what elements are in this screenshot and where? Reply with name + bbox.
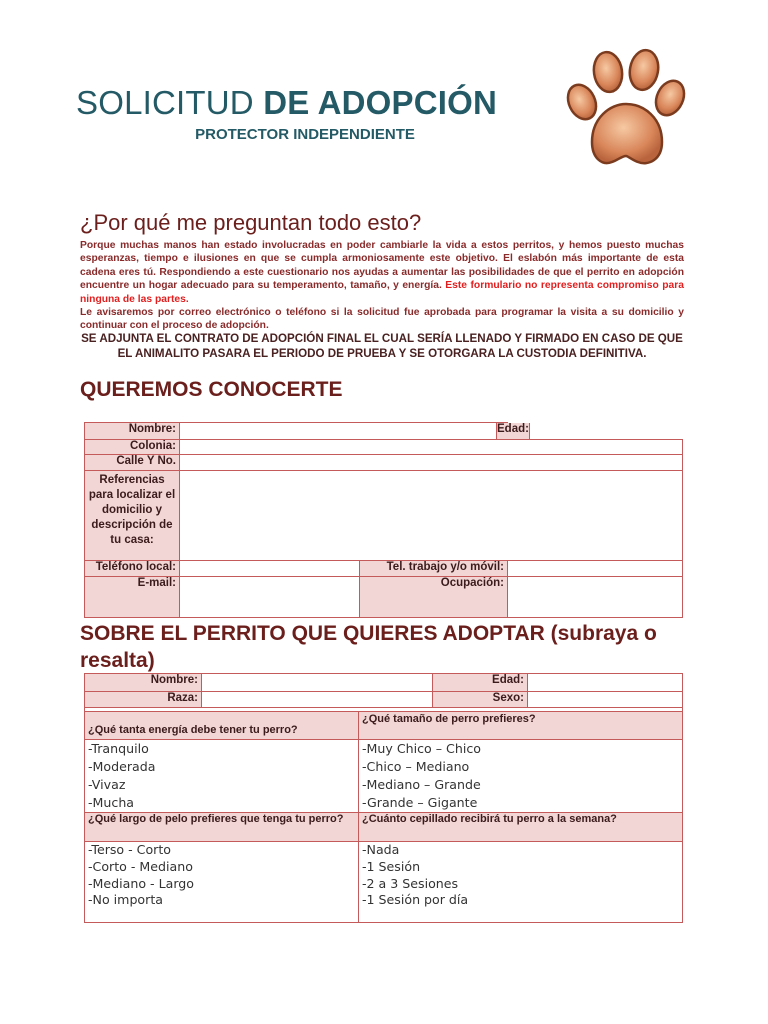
coat-option[interactable]: -Terso - Corto	[88, 842, 172, 857]
coat-option[interactable]: -Mediano - Largo	[88, 875, 194, 891]
street-label: Calle Y No.	[85, 455, 180, 471]
dog-name-label: Nombre:	[85, 674, 202, 692]
dog-sex-field[interactable]	[528, 692, 683, 708]
neighborhood-label: Colonia:	[85, 440, 180, 455]
intro-text	[80, 239, 684, 333]
title-part-2: DE ADOPCIÓN	[263, 84, 498, 121]
intro-contact-note: Le avisaremos por correo electrónico o teléfono si la solicitud fue aprobada para programar la visita a su domicilio y continuar con el proceso de adopción.	[80, 307, 684, 332]
dog-breed-field[interactable]	[202, 692, 433, 708]
occupation-field[interactable]	[508, 577, 683, 618]
owner-age-cell	[497, 423, 529, 440]
size-option[interactable]: -Grande – Gigante	[362, 795, 478, 810]
owner-age-label: Edad:	[497, 423, 530, 439]
coat-option[interactable]: -Corto - Mediano	[88, 858, 193, 874]
energy-option[interactable]: -Moderada	[88, 759, 156, 774]
dog-breed-label: Raza:	[85, 692, 202, 708]
intro-red-note: Este formulario no representa compromiso para ninguna de las partes.	[80, 280, 684, 305]
size-options	[359, 740, 683, 813]
work-phone-label: Tel. trabajo y/o móvil:	[360, 561, 508, 577]
why-heading: ¿Por qué me preguntan todo esto?	[80, 210, 422, 235]
page-title	[76, 84, 497, 122]
street-field[interactable]	[180, 455, 683, 471]
energy-option[interactable]: -Vivaz	[88, 777, 126, 792]
dog-heading-note: (subraya o resalta)	[80, 622, 657, 672]
dog-age-label: Edad:	[433, 674, 528, 692]
home-phone-label: Teléfono local:	[85, 561, 180, 577]
energy-option[interactable]: -Mucha	[88, 795, 135, 810]
brushing-option[interactable]: -1 Sesión	[362, 858, 421, 874]
occupation-label: Ocupación:	[360, 577, 508, 618]
brushing-options	[359, 842, 683, 923]
coat-options	[85, 842, 359, 923]
brushing-option[interactable]: -Nada	[362, 842, 400, 857]
dog-form-table	[84, 673, 683, 923]
dog-name-field[interactable]	[202, 674, 433, 692]
owner-form-table	[84, 422, 683, 618]
intro-paragraph	[80, 239, 684, 306]
size-option[interactable]: -Chico – Mediano	[362, 759, 470, 774]
brushing-option[interactable]: -2 a 3 Sesiones	[362, 875, 459, 891]
size-question: ¿Qué tamaño de perro prefieres?	[359, 712, 683, 740]
email-field[interactable]	[180, 577, 360, 618]
references-label: Referencias para localizar el domicilio y descripción de tu casa:	[85, 471, 180, 561]
coat-option[interactable]: -No importa	[88, 892, 163, 908]
dog-section-heading	[80, 620, 720, 674]
size-option[interactable]: -Mediano – Grande	[362, 777, 481, 792]
work-phone-field[interactable]	[508, 561, 683, 577]
brushing-question: ¿Cuánto cepillado recibirá tu perro a la semana?	[359, 813, 683, 842]
contract-note: SE ADJUNTA EL CONTRATO DE ADOPCIÓN FINAL EL CUAL SERÍA LLENADO Y FIRMADO EN CASO DE QUE EL ANIMALITO PASARA EL PERIODO DE PRUEBA Y SE OTORGARA LA CUSTODIA DEFINITIVA.	[81, 332, 683, 360]
energy-option[interactable]: -Tranquilo	[88, 741, 149, 756]
paw-print-icon	[562, 46, 692, 172]
energy-question: ¿Qué tanta energía debe tener tu perro?	[85, 712, 359, 740]
page-subtitle: PROTECTOR INDEPENDIENTE	[195, 126, 415, 143]
neighborhood-field[interactable]	[180, 440, 683, 455]
owner-name-field[interactable]	[180, 423, 497, 440]
dog-age-field[interactable]	[528, 674, 683, 692]
brushing-option[interactable]: -1 Sesión por día	[362, 892, 469, 908]
owner-section-heading: QUEREMOS CONOCERTE	[80, 378, 343, 401]
coat-question: ¿Qué largo de pelo prefieres que tenga tu perro?	[85, 813, 359, 842]
references-field[interactable]	[180, 471, 683, 561]
home-phone-field[interactable]	[180, 561, 360, 577]
email-label: E-mail:	[85, 577, 180, 618]
dog-sex-label: Sexo:	[433, 692, 528, 708]
owner-name-label: Nombre:	[85, 423, 180, 440]
dog-heading-main: SOBRE EL PERRITO QUE QUIERES ADOPTAR	[80, 622, 551, 645]
intro-body: Porque muchas manos han estado involucradas en poder cambiarle la vida a estos perritos, y hemos puesto muchas esperanzas, tiempo e ilusiones en que se cumpla armoniosamente este objetivo. El eslabón más importante de esta cadena eres tú. Respondiendo a este cuestionario nos ayudas a aumentar las posibilidades de que el perrito en adopción encuentre un hogar adecuado para su temperamento, tamaño, y energía.	[80, 240, 684, 292]
size-option[interactable]: -Muy Chico – Chico	[362, 741, 481, 756]
energy-options	[85, 740, 359, 813]
title-part-1: SOLICITUD	[76, 84, 264, 121]
